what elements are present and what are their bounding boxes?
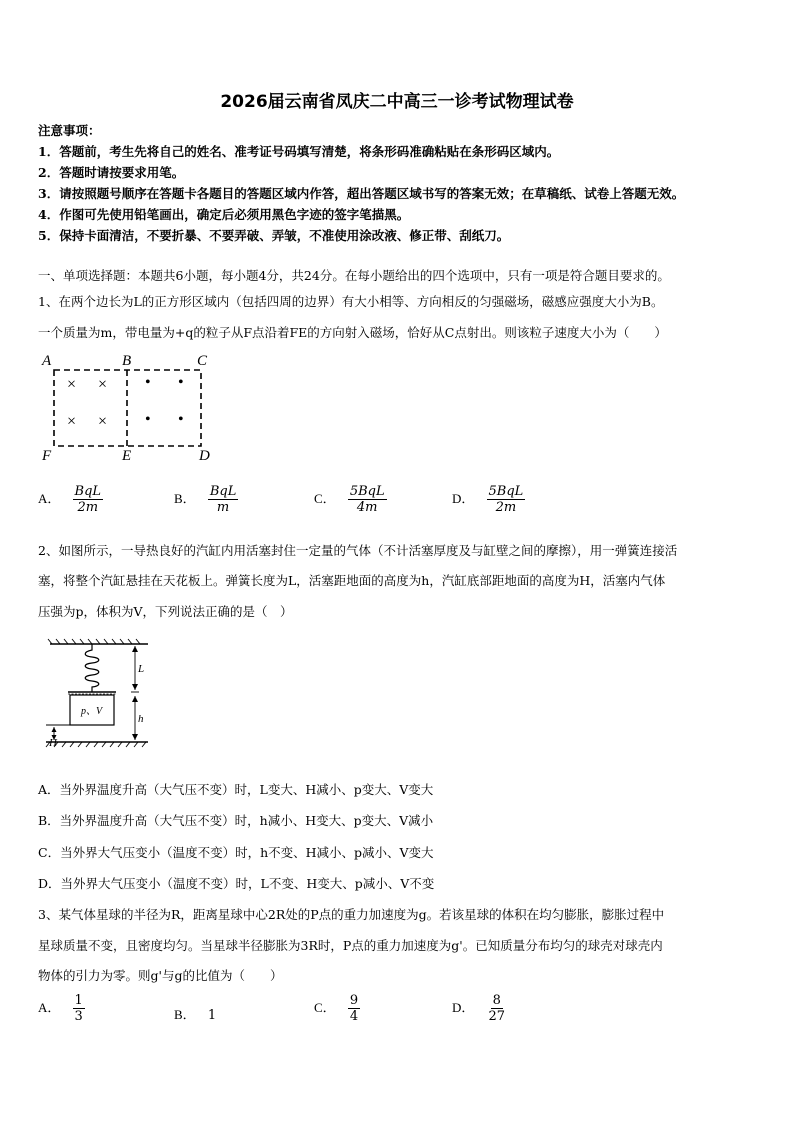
fraction-denominator: 4m [356,500,378,515]
label-h: h [138,713,144,725]
option-a [38,993,85,1024]
option-d [452,484,525,515]
cross-symbol: × [98,413,108,430]
option-b: B．当外界温度升高（大气压不变）时，h减小、H变大、p变大、V减小 [38,813,434,828]
dot-symbol: • [178,374,184,391]
label-C: C [197,353,208,369]
fraction-numerator: 5BqL [349,484,385,499]
fraction-numerator: BqL [209,484,237,499]
fraction-denominator: 2m [495,500,517,515]
label-A: A [42,353,52,369]
notice-heading: 注意事项： [38,123,101,138]
option-value: 1 [207,1008,217,1023]
fraction-numerator: 5BqL [488,484,524,499]
option-b [174,484,238,515]
question-3-text: 3、某气体星球的半径为R，距离星球中心2R处的P点的重力加速度为g。若该星球的体积在均匀膨胀，膨胀过程中 [38,907,665,922]
cross-symbol: × [98,376,108,393]
page-title: 2026届云南省凤庆二中高三一诊考试物理试卷 [220,92,574,112]
question-3-text: 物体的引力为零。则g'与g的比值为（ ） [38,968,283,983]
fraction-denominator: 4 [349,1009,359,1024]
magnetic-field-figure [38,350,218,465]
option-label: C． [314,1000,336,1015]
notice-item: 2．答题时请按要求用笔。 [38,165,185,180]
option-a [38,484,103,515]
notice-item: 4．作图可先使用铅笔画出，确定后必须用黑色字迹的签字笔描黑。 [38,207,410,222]
option-label: D． [452,1000,475,1015]
option-label: C． [314,491,336,506]
label-H: H [49,737,57,749]
label-F: F [42,448,52,464]
dot-symbol: • [145,411,151,428]
notice-item: 1．答题前，考生先将自己的姓名、准考证号码填写清楚，将条形码准确粘贴在条形码区域内。 [38,144,560,159]
label-L: L [138,663,145,675]
fraction-numerator: 9 [349,993,359,1008]
option-c: C．当外界大气压变小（温度不变）时，h不变、H减小、p减小、V变大 [38,845,434,860]
fraction-numerator: BqL [74,484,102,499]
question-2-text: 塞，将整个汽缸悬挂在天花板上。弹簧长度为L，活塞距地面的高度为h，汽缸底部距地面的高度为H，活塞内气体 [38,573,666,588]
fraction-denominator: m [216,500,230,515]
fraction-denominator: 27 [488,1009,506,1024]
fraction-denominator: 3 [74,1009,83,1024]
option-c [314,993,360,1024]
question-3-text: 星球质量不变，且密度均匀。当星球半径膨胀为3R时，P点的重力加速度为g'。已知质量分布均匀的球壳对球壳内 [38,938,663,953]
option-label: B． [174,1007,196,1022]
fraction-denominator: 2m [77,500,99,515]
dot-symbol: • [178,411,184,428]
option-label: A． [38,1000,61,1015]
question-1-text: 一个质量为m，带电量为+q的粒子从F点沿着FE的方向射入磁场，恰好从C点射出。则该粒子速度大小为（ ） [38,325,667,340]
option-d: D．当外界大气压变小（温度不变）时，L不变、H变大、p减小、V不变 [38,876,435,891]
option-c [314,484,387,515]
cylinder-figure [38,638,158,760]
question-2-text: 2、如图所示，一导热良好的汽缸内用活塞封住一定量的气体（不计活塞厚度及与缸壁之间的摩擦），用一弹簧连接活 [38,543,678,558]
label-E: E [122,448,132,464]
fraction-numerator: 1 [74,993,83,1008]
question-1-text: 1、在两个边长为L的正方形区域内（包括四周的边界）有大小相等、方向相反的匀强磁场，磁感应强度大小为B。 [38,294,664,309]
pv-label: p、V [81,706,103,717]
section-heading: 一、单项选择题：本题共6小题，每小题4分，共24分。在每小题给出的四个选项中，只有一项是符合题目要求的。 [38,268,670,283]
option-a: A．当外界温度升高（大气压不变）时，L变大、H减小、p变大、V变大 [38,782,434,797]
option-label: A． [38,491,61,506]
fraction-numerator: 8 [492,993,501,1008]
option-label: B． [174,491,196,506]
option-label: D． [452,491,475,506]
cross-symbol: × [67,376,77,393]
notice-item: 3．请按照题号顺序在答题卡各题目的答题区域内作答，超出答题区域书写的答案无效；在草稿纸、试卷上答题无效。 [38,186,685,201]
question-2-text: 压强为p，体积为V，下列说法正确的是（ ） [38,604,293,619]
option-b [174,1004,216,1023]
option-d [452,993,507,1024]
dot-symbol: • [145,374,151,391]
notice-item: 5．保持卡面清洁，不要折暴、不要弄破、弄皱，不准使用涂改液、修正带、刮纸刀。 [38,228,510,243]
cross-symbol: × [67,413,77,430]
label-B: B [122,353,132,369]
label-D: D [199,448,210,464]
